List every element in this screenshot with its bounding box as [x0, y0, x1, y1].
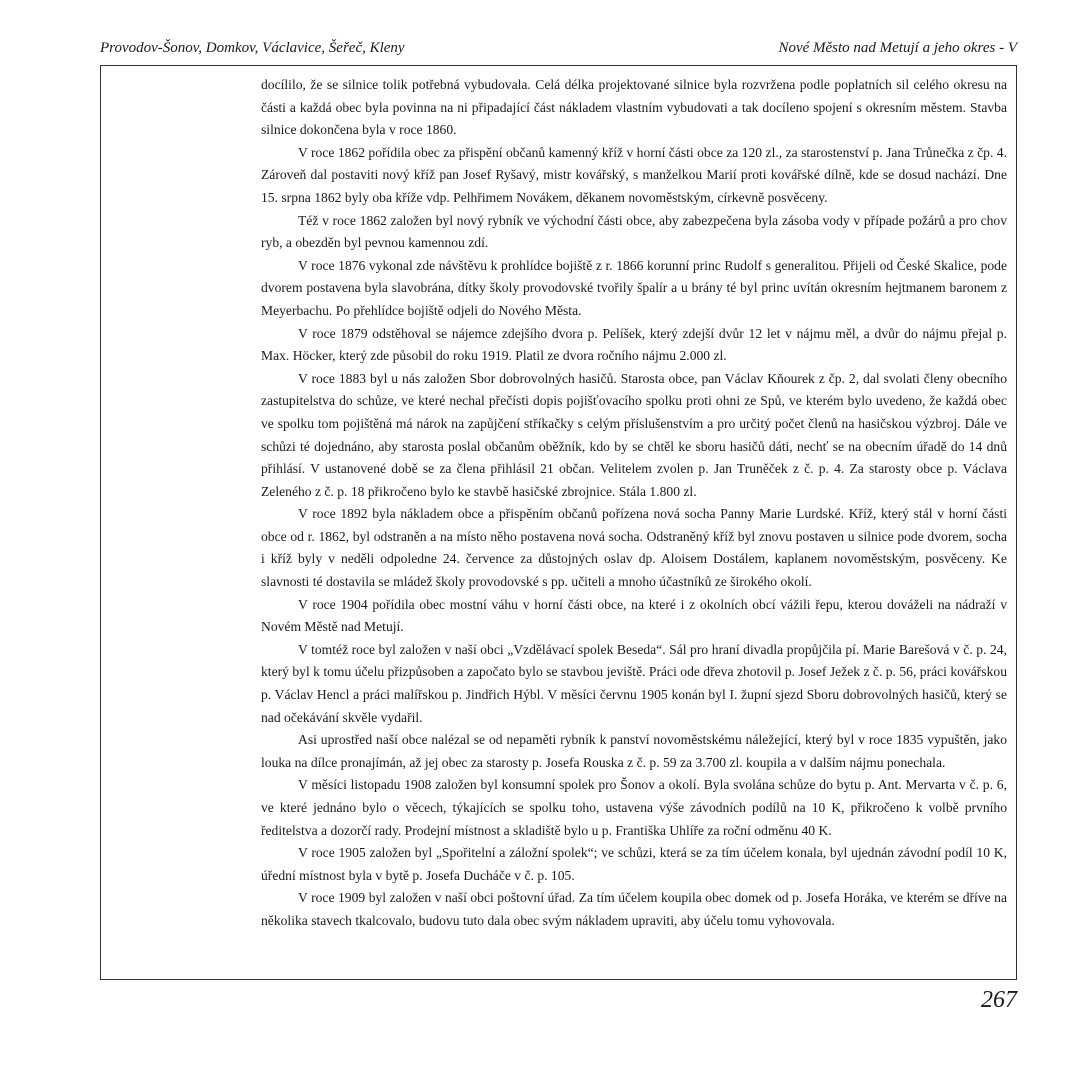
content-frame: [100, 65, 1017, 980]
paragraph: V roce 1879 odstěhoval se nájemce zdejšího dvora p. Pelíšek, který zdejší dvůr 12 let v nájmu měl, a dvůr do nájmu přejal p. Max. Höcker, který zde působil do roku 1919. Platil ze dvora ročního nájmu 2.000 zl.: [261, 325, 1007, 364]
page-number: 267: [981, 987, 1017, 1013]
header-right-title: Nové Město nad Metují a jeho okres - V: [778, 40, 1017, 56]
paragraph: Asi uprostřed naší obce nalézal se od nepaměti rybník k panství novoměstskému náležející, který byl v roce 1835 vypuštěn, jako louka na dílce pronajímán, až jej obec za starosty p. Josefa Rouska z č. p. 59 za 3.700 zl. koupila a v dalším nájmu ponechala.: [261, 732, 1007, 770]
paragraph: V roce 1883 byl u nás založen Sbor dobrovolných hasičů. Starosta obce, pan Václav Kňourek z čp. 2, dal svolati členy obecního zastupitelstva do schůze, ve které nechal přečísti dopis pojišťovacího spolku proti ohni ze Spů, ve kterém bylo uvedeno, že každá obec ve spolku tom pojištěná má nárok na zapůjčení stříkačky s celým příslušenstvím a pro určitý počet členů na hasičskou výzbroj. Dále ve schůzi té dojednáno, aby starosta poslal občanům oběžník, kdo by se chtěl ke sboru hasičů dáti, nechť se na obecním úřadě do 14 dnů přihlásí. V ustanovené době se za člena přihlásil 21 občan. Velitelem zvolen p. Jan Truněček z č. p. 4. Za starosty obce p. Václava Zeleného z č. p. 18 přikročeno bylo ke stavbě hasičské zbrojnice. Stála 1.800 zl.: [261, 370, 1007, 499]
paragraph: V tomtéž roce byl založen v naší obci „Vzdělávací spolek Beseda“. Sál pro hraní divadla propůjčila pí. Marie Barešová v č. p. 24, který byl k tomu účelu přizpůsoben a započato bylo se stavbou jeviště. Práci ode dřeva zhotovil p. Josef Ježek z č. p. 56, práci kovářskou p. Václav Hencl a práci malířskou p. Jindřich Hýbl. V měsíci červnu 1905 konán byl I. župní sjezd Sboru dobrovolných hasičů, který se nad očekávání skvěle vydařil.: [261, 641, 1007, 725]
paragraph: V roce 1905 založen byl „Spořitelní a záložní spolek“; ve schůzi, která se za tím účelem konala, byl ujednán závodní podíl 10 K, úřední místnost byla v bytě p. Josefa Ducháče v č. p. 105.: [261, 845, 1007, 883]
running-header: [100, 38, 1017, 60]
paragraph: V roce 1904 pořídila obec mostní váhu v horní části obce, na které i z okolních obcí vážili řepu, kterou dováželi na nádraží v Novém Městě nad Metují.: [261, 596, 1007, 635]
paragraph: V roce 1909 byl založen v naší obci poštovní úřad. Za tím účelem koupila obec domek od p. Josefa Horáka, ve kterém se dříve na několika stavech tkalcovalo, budovu tuto dala obec svým nákladem upraviti, aby účelu tomu vyhovovala.: [261, 890, 1007, 928]
header-left-title: Provodov-Šonov, Domkov, Václavice, Šeřeč, Kleny: [100, 40, 405, 56]
paragraph: V roce 1892 byla nákladem obce a přispěním občanů pořízena nová socha Panny Marie Lurdské. Kříž, který stál v horní části obce od r. 1862, byl odstraněn a na místo něho postavena nová socha. Odstraněný kříž byl znovu postaven u silnice pode dvorem, socha i kříž byly v neděli odpoledne 24. července za důstojných oslav dp. Aloisem Dostálem, kaplanem novoměstským, posvěceny. Ke slavnosti té dostavila se mládež školy provodovské s pp. učiteli a mnoho účastníků ze širokého okolí.: [261, 506, 1007, 590]
paragraph: V měsíci listopadu 1908 založen byl konsumní spolek pro Šonov a okolí. Byla svolána schůze do bytu p. Ant. Mervarta v č. p. 6, ve které jednáno bylo o věcech, týkajících se spolku toho, ustavena výše závodních podílů na 10 K, přikročeno k volbě prvního ředitelstva a dozorčí rady. Prodejní místnost a skladiště bylo u p. Františka Uhlíře za roční odměnu 40 K.: [261, 777, 1007, 838]
paragraph: V roce 1876 vykonal zde návštěvu k prohlídce bojiště z r. 1866 korunní princ Rudolf s generalitou. Přijeli od České Skalice, pode dvorem postavena byla slavobrána, dítky školy provodovské tvořily špalír a u brány té byl princ uvítán okresním hejtmanem baronem z Meyerbachu. Po přehlídce bojiště odjeli do Nového Města.: [261, 257, 1007, 318]
text-column: [261, 74, 1007, 933]
paragraph: Též v roce 1862 založen byl nový rybník ve východní části obce, aby zabezpečena byla zásoba vody v případe požárů a pro chov ryb, a obezděn byl pevnou kamennou zdí.: [261, 212, 1007, 251]
paragraph: docílilo, že se silnice tolik potřebná vybudovala. Celá délka projektované silnice byla rozvržena podle poplatních sil celého okresu na části a každá obec byla povinna na ni připadající část nákladem vlastním vybudovati a tak docíleno spojení s okresním městem. Stavba silnice dokončena byla v roce 1860.: [261, 77, 1007, 138]
paragraph: V roce 1862 pořídila obec za přispění občanů kamenný kříž v horní části obce za 120 zl., za starostenství p. Jana Trůnečka z čp. 4. Zároveň dal postaviti nový kříž pan Josef Ryšavý, mistr kovářský, s manželkou Marií proti kovářské dílně, kde se dosud nachází. Dne 15. srpna 1862 byly oba kříže vdp. Pelhřimem Novákem, děkanem novoměstským, církevně posvěceny.: [261, 144, 1007, 205]
